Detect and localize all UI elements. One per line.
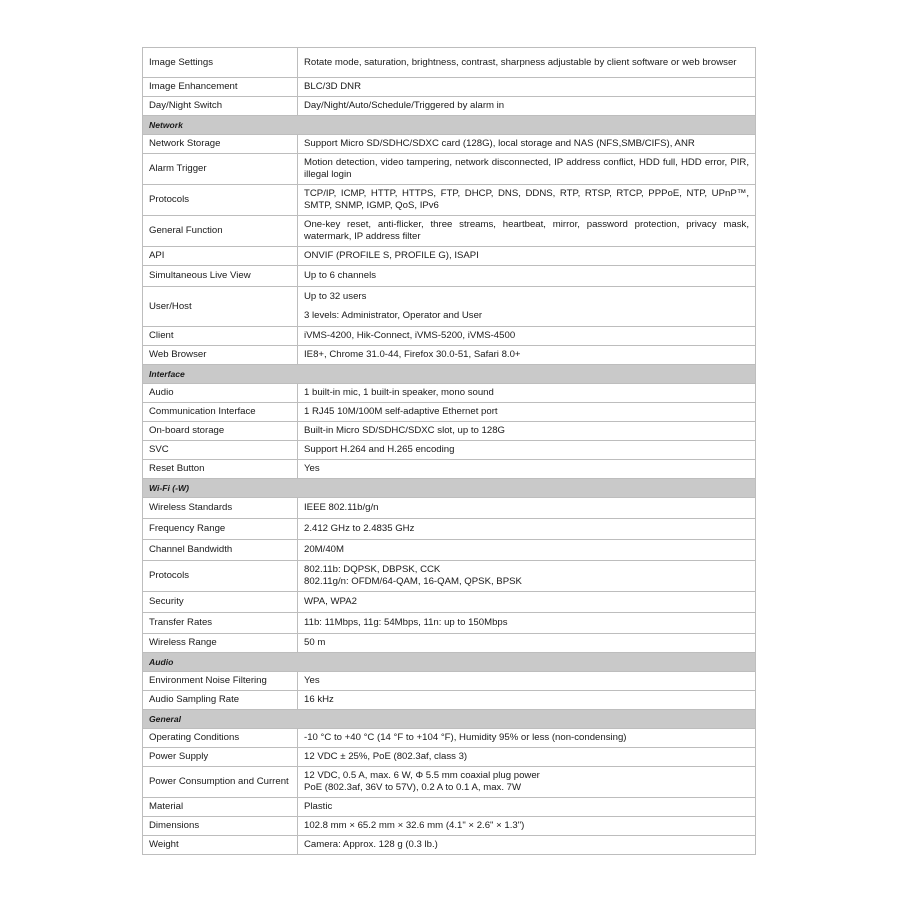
spec-value-line: Support H.264 and H.265 encoding <box>304 444 455 455</box>
section-title: General <box>143 710 756 729</box>
spec-value-line: Up to 6 channels <box>304 270 376 281</box>
spec-label: Network Storage <box>143 135 298 154</box>
spec-label: Transfer Rates <box>143 613 298 634</box>
spec-value-line: Up to 32 users <box>304 291 367 302</box>
spec-label: Operating Conditions <box>143 729 298 748</box>
section-header <box>143 653 756 672</box>
spec-value-line: IE8+, Chrome 31.0-44, Firefox 30.0-51, Safari 8.0+ <box>304 349 521 360</box>
spec-label: Protocols <box>143 185 298 216</box>
section-header <box>143 710 756 729</box>
spec-row <box>143 266 756 287</box>
spec-row <box>143 836 756 855</box>
spec-row <box>143 247 756 266</box>
spec-label: Frequency Range <box>143 519 298 540</box>
spec-row <box>143 498 756 519</box>
spec-value <box>298 540 756 561</box>
spec-label: Wireless Range <box>143 634 298 653</box>
spec-value <box>298 613 756 634</box>
spec-label: Audio <box>143 384 298 403</box>
spec-label: Simultaneous Live View <box>143 266 298 287</box>
spec-label: Image Enhancement <box>143 78 298 97</box>
spec-value-line: Yes <box>304 675 320 686</box>
spec-row <box>143 691 756 710</box>
spec-value <box>298 266 756 287</box>
spec-value <box>298 836 756 855</box>
spec-value <box>298 185 756 216</box>
spec-label: Weight <box>143 836 298 855</box>
spec-label: Client <box>143 327 298 346</box>
spec-value-line: Rotate mode, saturation, brightness, contrast, sharpness adjustable by client software or web browser <box>304 56 737 68</box>
spec-value <box>298 97 756 116</box>
spec-row <box>143 135 756 154</box>
spec-value-line: -10 °C to +40 °C (14 °F to +104 °F), Humidity 95% or less (non-condensing) <box>304 732 627 743</box>
spec-value-line: 1 built-in mic, 1 built-in speaker, mono sound <box>304 387 494 398</box>
spec-value <box>298 441 756 460</box>
spec-value-line: Motion detection, video tampering, network disconnected, IP address conflict, HDD full, HDD error, PIR, illegal login <box>304 157 749 180</box>
spec-row <box>143 561 756 592</box>
spec-value-line: TCP/IP, ICMP, HTTP, HTTPS, FTP, DHCP, DNS, DDNS, RTP, RTSP, RTCP, PPPoE, NTP, UPnP™, SMTP, SNMP, IGMP, QoS, IPv6 <box>304 188 749 211</box>
spec-value <box>298 691 756 710</box>
spec-value-line: 12 VDC, 0.5 A, max. 6 W, Φ 5.5 mm coaxial plug power <box>304 770 540 781</box>
spec-label: Environment Noise Filtering <box>143 672 298 691</box>
section-header <box>143 116 756 135</box>
spec-value-line: PoE (802.3af, 36V to 57V), 0.2 A to 0.1 A, max. 7W <box>304 782 522 793</box>
spec-value <box>298 403 756 422</box>
spec-value <box>298 154 756 185</box>
spec-value-line: Support Micro SD/SDHC/SDXC card (128G), local storage and NAS (NFS,SMB/CIFS), ANR <box>304 138 695 149</box>
spec-value-line: One-key reset, anti-flicker, three streams, heartbeat, mirror, password protection, privacy mask, watermark, IP address filter <box>304 219 749 242</box>
spec-value <box>298 216 756 247</box>
spec-label: Protocols <box>143 561 298 592</box>
spec-row <box>143 327 756 346</box>
spec-label: Alarm Trigger <box>143 154 298 185</box>
section-title: Interface <box>143 365 756 384</box>
spec-row <box>143 346 756 365</box>
spec-value <box>298 729 756 748</box>
spec-row <box>143 154 756 185</box>
spec-row <box>143 185 756 216</box>
spec-value-line: 802.11b: DQPSK, DBPSK, CCK <box>304 564 441 575</box>
spec-row <box>143 422 756 441</box>
spec-label: Dimensions <box>143 817 298 836</box>
spec-row <box>143 540 756 561</box>
spec-value-line: iVMS-4200, Hik-Connect, iVMS-5200, iVMS-4500 <box>304 330 516 341</box>
spec-value <box>298 767 756 798</box>
spec-label: Wireless Standards <box>143 498 298 519</box>
spec-label: Web Browser <box>143 346 298 365</box>
spec-value <box>298 48 756 78</box>
spec-value <box>298 519 756 540</box>
section-header <box>143 479 756 498</box>
spec-value <box>298 422 756 441</box>
spec-row <box>143 729 756 748</box>
spec-label: Security <box>143 592 298 613</box>
spec-value <box>298 498 756 519</box>
spec-value-line: 50 m <box>304 637 326 648</box>
spec-value <box>298 672 756 691</box>
spec-row <box>143 78 756 97</box>
spec-label: Power Supply <box>143 748 298 767</box>
spec-label: Image Settings <box>143 48 298 78</box>
spec-value <box>298 561 756 592</box>
spec-value-line: 3 levels: Administrator, Operator and User <box>304 310 483 321</box>
spec-label: Communication Interface <box>143 403 298 422</box>
spec-table <box>142 47 756 855</box>
spec-value <box>298 748 756 767</box>
spec-label: On-board storage <box>143 422 298 441</box>
spec-value-line: Day/Night/Auto/Schedule/Triggered by alarm in <box>304 100 505 111</box>
spec-row <box>143 384 756 403</box>
spec-row <box>143 216 756 247</box>
spec-value <box>298 247 756 266</box>
spec-label: User/Host <box>143 287 298 327</box>
spec-label: Power Consumption and Current <box>143 767 298 798</box>
spec-label: Audio Sampling Rate <box>143 691 298 710</box>
spec-label: Day/Night Switch <box>143 97 298 116</box>
section-title: Audio <box>143 653 756 672</box>
spec-row <box>143 672 756 691</box>
spec-value-line: 2.412 GHz to 2.4835 GHz <box>304 523 415 534</box>
spec-row <box>143 767 756 798</box>
section-title: Wi-Fi (-W) <box>143 479 756 498</box>
spec-label: API <box>143 247 298 266</box>
spec-label: SVC <box>143 441 298 460</box>
spec-value-line: Built-in Micro SD/SDHC/SDXC slot, up to 128G <box>304 425 506 436</box>
spec-row <box>143 48 756 78</box>
spec-value-line: 11b: 11Mbps, 11g: 54Mbps, 11n: up to 150Mbps <box>304 617 508 628</box>
spec-value-line: BLC/3D DNR <box>304 81 362 92</box>
spec-value <box>298 346 756 365</box>
spec-value-line: Plastic <box>304 801 333 812</box>
spec-row <box>143 97 756 116</box>
spec-value-line: WPA, WPA2 <box>304 596 357 607</box>
spec-label: Channel Bandwidth <box>143 540 298 561</box>
line-gap <box>304 303 749 310</box>
spec-row <box>143 817 756 836</box>
spec-value-line: 12 VDC ± 25%, PoE (802.3af, class 3) <box>304 751 468 762</box>
spec-label: Material <box>143 798 298 817</box>
spec-row <box>143 634 756 653</box>
section-title: Network <box>143 116 756 135</box>
spec-row <box>143 441 756 460</box>
spec-row <box>143 748 756 767</box>
spec-value-line: 102.8 mm × 65.2 mm × 32.6 mm (4.1" × 2.6" × 1.3") <box>304 820 525 831</box>
spec-value <box>298 327 756 346</box>
spec-value <box>298 78 756 97</box>
spec-row <box>143 798 756 817</box>
spec-value-line: ONVIF (PROFILE S, PROFILE G), ISAPI <box>304 250 479 261</box>
spec-value <box>298 460 756 479</box>
spec-value-line: 1 RJ45 10M/100M self-adaptive Ethernet port <box>304 406 498 417</box>
spec-label: Reset Button <box>143 460 298 479</box>
section-header <box>143 365 756 384</box>
spec-row <box>143 592 756 613</box>
spec-value <box>298 634 756 653</box>
spec-value-line: 16 kHz <box>304 694 334 705</box>
spec-label: General Function <box>143 216 298 247</box>
spec-value <box>298 287 756 327</box>
spec-value-line: Camera: Approx. 128 g (0.3 lb.) <box>304 839 438 850</box>
spec-row <box>143 287 756 327</box>
spec-row <box>143 613 756 634</box>
spec-value-line: 802.11g/n: OFDM/64-QAM, 16-QAM, QPSK, BPSK <box>304 576 522 587</box>
spec-value <box>298 592 756 613</box>
spec-value <box>298 135 756 154</box>
spec-row <box>143 460 756 479</box>
spec-value <box>298 384 756 403</box>
spec-value <box>298 798 756 817</box>
spec-value-line: Yes <box>304 463 320 474</box>
spec-table-body <box>143 48 756 855</box>
spec-value <box>298 817 756 836</box>
spec-value-line: IEEE 802.11b/g/n <box>304 502 379 513</box>
spec-row <box>143 519 756 540</box>
spec-row <box>143 403 756 422</box>
spec-value-line: 20M/40M <box>304 544 344 555</box>
